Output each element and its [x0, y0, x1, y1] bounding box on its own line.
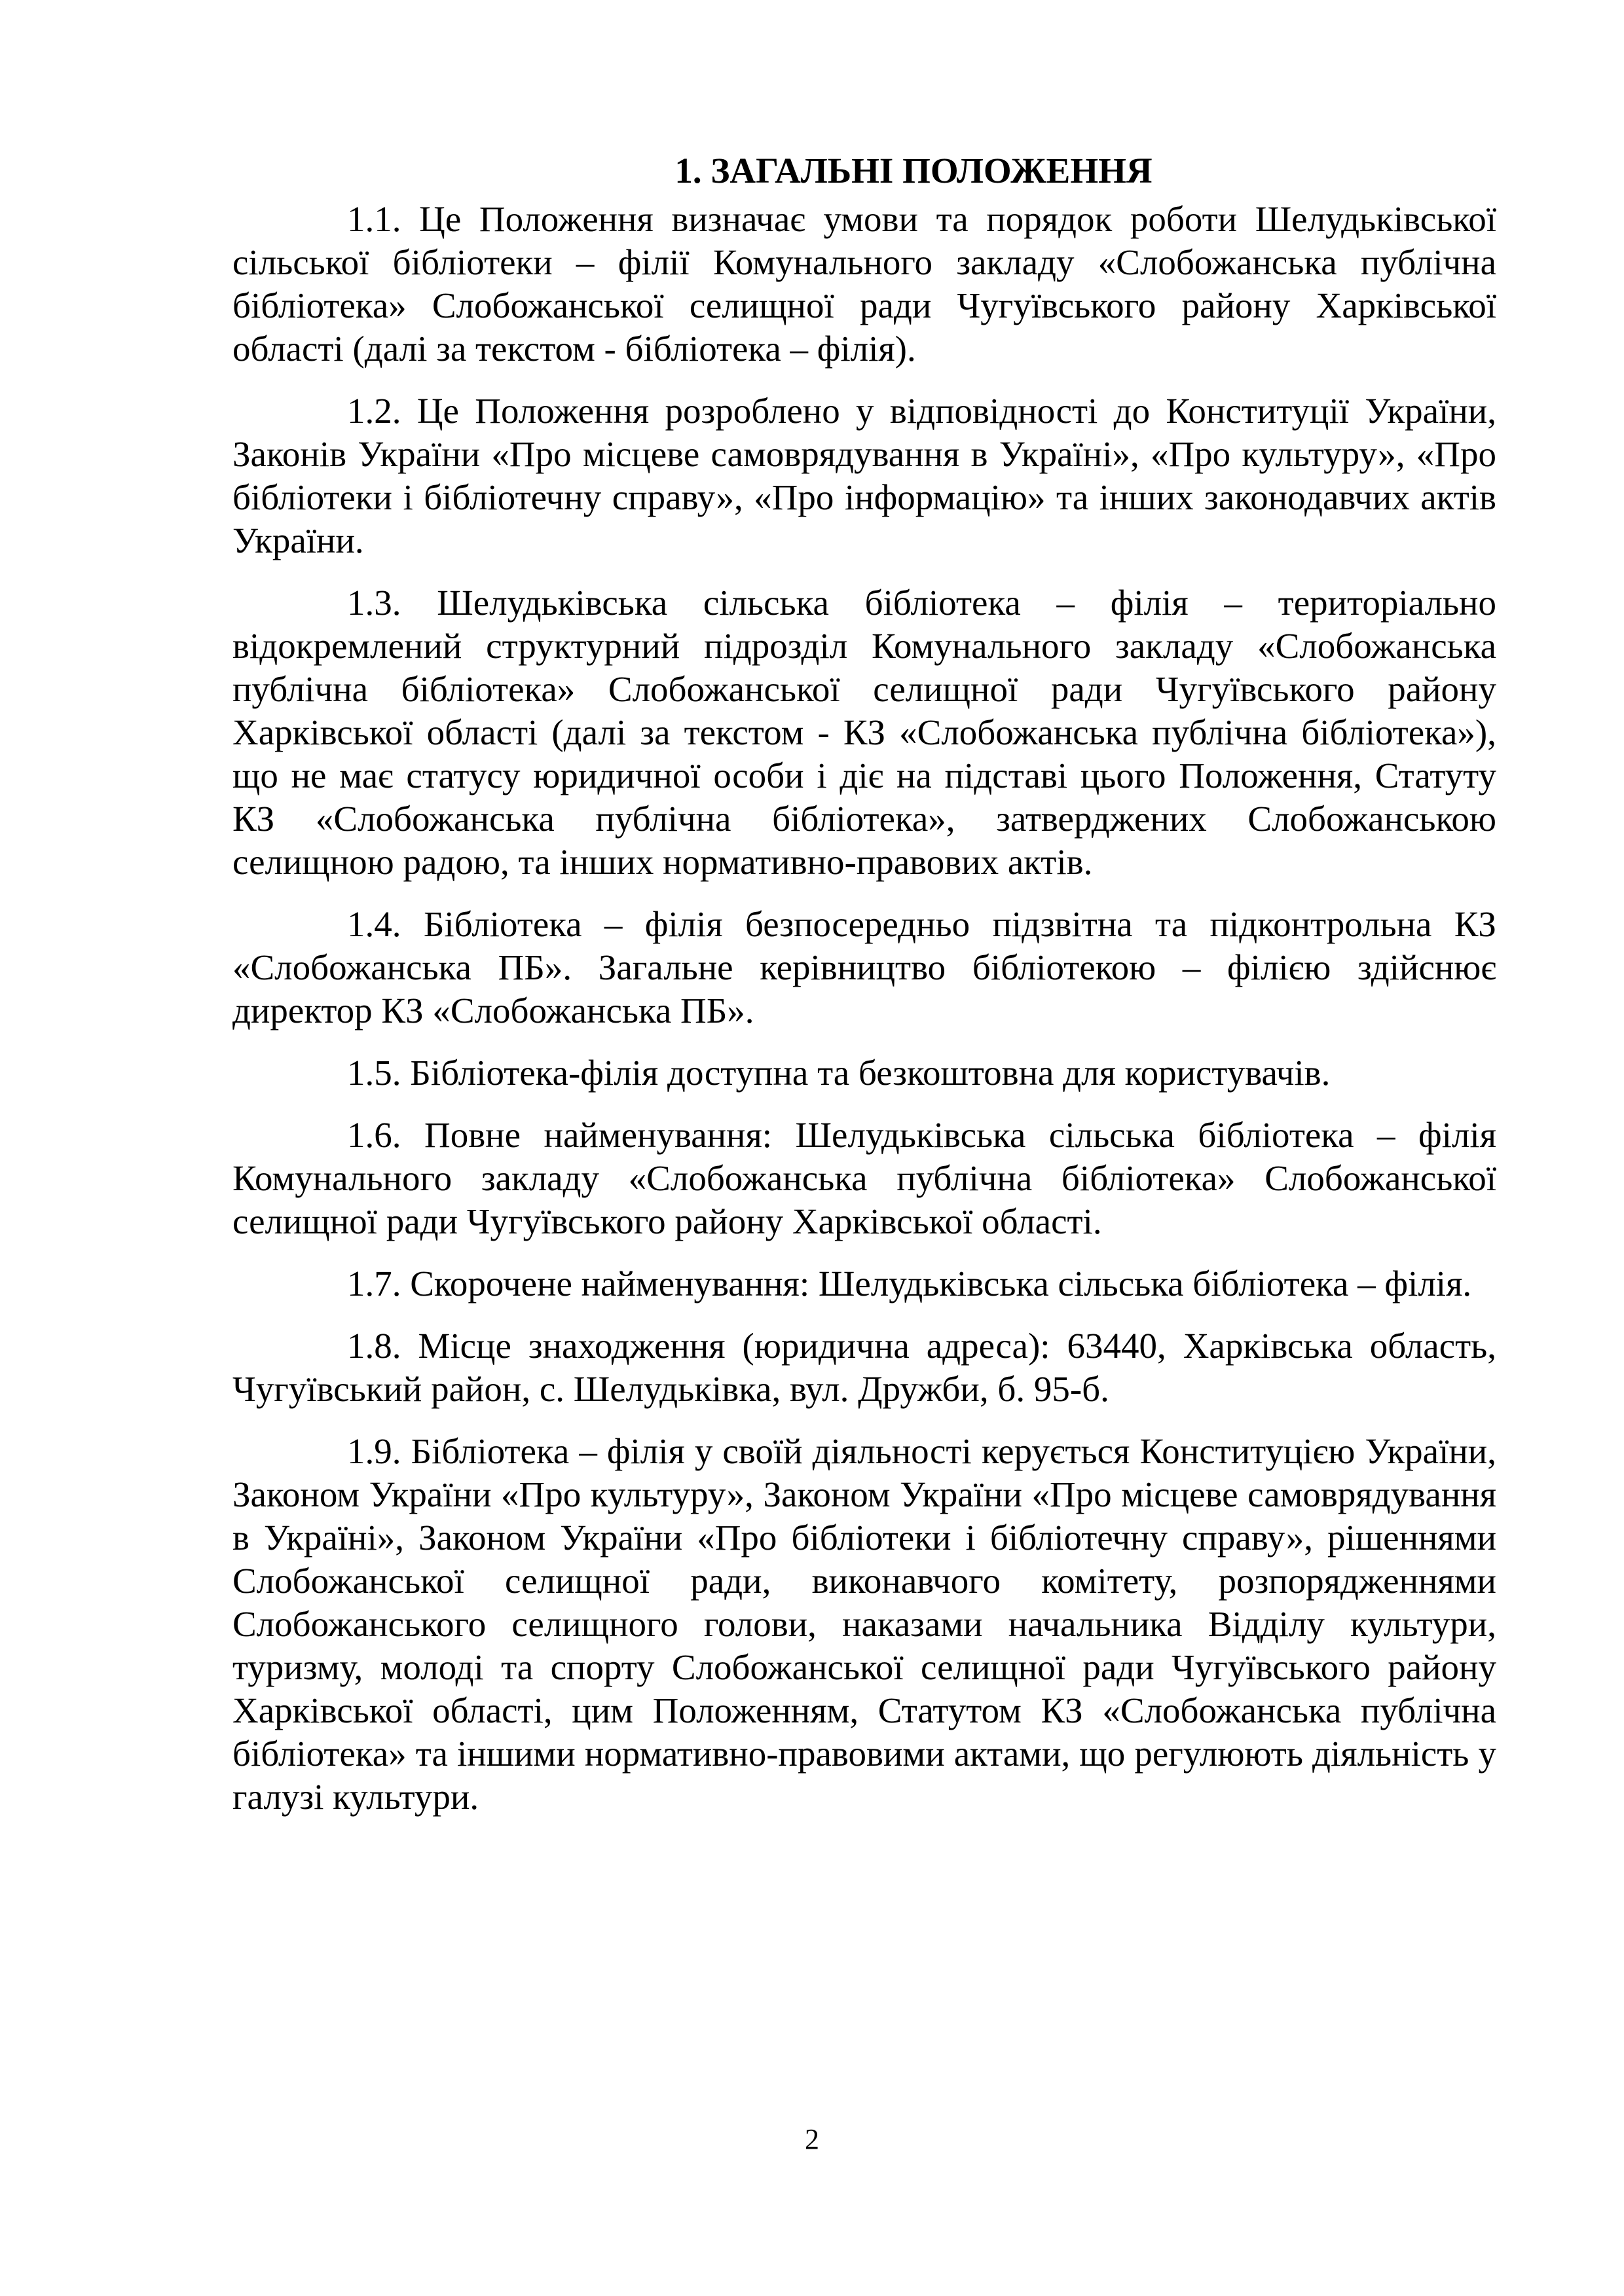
paragraph-1-5: 1.5. Бібліотека-філія доступна та безкоштовна для користувачів.	[347, 1053, 1331, 1093]
paragraph-1-1: 1.1. Це Положення визначає умови та порядок роботи Шелудьківської сільської бібліотеки – філії Комунального закладу «Слобожанська публічна бібліотека» Слобожанської селищної ради Чугуївського району Харківської області (далі за текстом - бібліотека – філія).	[232, 199, 1496, 369]
paragraph-1-3: 1.3. Шелудьківська сільська бібліотека – філія – територіально відокремлений структурний підрозділ Комунального закладу «Слобожанська публічна бібліотека» Слобожанської селищної ради Чугуївського району Харківської області (далі за текстом - КЗ «Слобожанська публічна бібліотека»), що не має статусу юридичної особи і діє на підставі цього Положення, Статуту КЗ «Слобожанська публічна бібліотека», затверджених Слобожанською селищною радою, та інших нормативно-правових актів.	[232, 583, 1496, 882]
document-body	[232, 149, 1496, 1838]
paragraph-1-2: 1.2. Це Положення розроблено у відповідності до Конституції України, Законів України «Про місцеве самоврядування в Україні», «Про культуру», «Про бібліотеки і бібліотечну справу», «Про інформацію» та інших законодавчих актів України.	[232, 391, 1496, 560]
paragraph-1-4: 1.4. Бібліотека – філія безпосередньо підзвітна та підконтрольна КЗ «Слобожанська ПБ». Загальне керівництво бібліотекою – філією здійснює директор КЗ «Слобожанська ПБ».	[232, 904, 1496, 1030]
paragraph-1-9: 1.9. Бібліотека – філія у своїй діяльності керується Конституцією України, Законом України «Про культуру», Законом України «Про місцеве самоврядування в Україні», Законом України «Про бібліотеки і бібліотечну справу», рішеннями Слобожанської селищної ради, виконавчого комітету, розпорядженнями Слобожанського селищного голови, наказами начальника Відділу культури, туризму, молоді та спорту Слобожанської селищної ради Чугуївського району Харківської області, цим Положенням, Статутом КЗ «Слобожанська публічна бібліотека» та іншими нормативно-правовими актами, що регулюють діяльність у галузі культури.	[232, 1431, 1496, 1817]
section-heading: 1. ЗАГАЛЬНІ ПОЛОЖЕННЯ	[674, 151, 1153, 191]
paragraph-1-6: 1.6. Повне найменування: Шелудьківська сільська бібліотека – філія Комунального закладу «Слобожанська публічна бібліотека» Слобожанської селищної ради Чугуївського району Харківської області.	[232, 1115, 1496, 1241]
paragraph-1-8: 1.8. Місце знаходження (юридична адреса): 63440, Харківська область, Чугуївський район, с. Шелудьківка, вул. Дружби, б. 95-б.	[232, 1326, 1496, 1409]
page-number: 2	[805, 2123, 819, 2155]
paragraph-1-7: 1.7. Скорочене найменування: Шелудьківська сільська бібліотека – філія.	[347, 1264, 1472, 1303]
